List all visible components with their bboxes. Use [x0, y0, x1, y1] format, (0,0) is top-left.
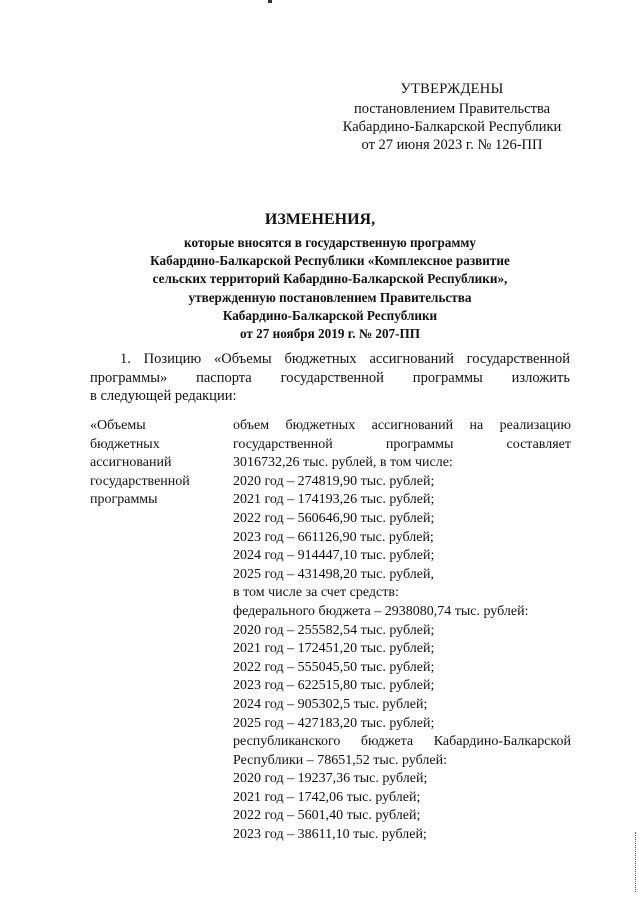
- value-line: в том числе за счет средств:: [233, 585, 399, 601]
- table-label-column: [90, 417, 220, 510]
- document-title: ИЗМЕНЕНИЯ,: [264, 211, 376, 228]
- label-line: государственной: [90, 473, 190, 489]
- value-line: 2020 год – 274819,90 тыс. рублей;: [233, 473, 435, 489]
- value-line: 2025 год – 427183,20 тыс. рублей;: [233, 715, 435, 731]
- subtitle-line: сельских территорий Кабардино-Балкарской Республики»,: [152, 271, 508, 287]
- value-line: 2025 год – 431498,20 тыс. рублей,: [233, 566, 434, 582]
- scan-mark-edge: [635, 832, 638, 892]
- approval-line: от 27 июня 2023 г. № 126-ПП: [361, 137, 543, 153]
- table-value-column: [233, 417, 571, 845]
- subtitle-line: утвержденную постановлением Правительства: [188, 289, 472, 305]
- subtitle-line: которые вносятся в государственную программу: [184, 235, 476, 250]
- label-line: «Объемы: [90, 418, 146, 433]
- body-paragraph: [90, 350, 570, 406]
- value-line: 2021 год – 1742,06 тыс. рублей;: [233, 789, 421, 805]
- approval-stamp: УТВЕРЖДЕНЫ: [400, 81, 504, 97]
- value-line: федерального бюджета – 2938080,74 тыс. рублей:: [233, 603, 529, 619]
- paragraph-line: 1. Позицию «Объемы бюджетных ассигнований государственной: [120, 351, 570, 367]
- value-line: объем бюджетных ассигнований на реализацию: [233, 418, 571, 433]
- document-subtitle: [95, 234, 565, 343]
- subtitle-line: Кабардино-Балкарской Республики: [222, 307, 438, 323]
- value-line: 2023 год – 661126,90 тыс. рублей;: [233, 529, 434, 545]
- value-line: 2021 год – 172451,20 тыс. рублей;: [233, 641, 435, 657]
- approval-line: Кабардино-Балкарской Республики: [342, 119, 562, 135]
- scan-mark-top: [268, 0, 272, 3]
- value-line: 2023 год – 622515,80 тыс. рублей;: [233, 678, 435, 694]
- paragraph-line: в следующей редакции:: [90, 388, 237, 404]
- value-line: 2023 год – 38611,10 тыс. рублей;: [233, 827, 427, 843]
- value-line: республиканского бюджета Кабардино-Балкарской: [233, 734, 571, 750]
- subtitle-line: от 27 ноября 2019 г. № 207-ПП: [239, 326, 421, 342]
- approval-block: [322, 80, 582, 154]
- value-line: 2020 год – 19237,36 тыс. рублей;: [233, 771, 428, 787]
- value-line: 2021 год – 174193,26 тыс. рублей;: [233, 492, 435, 508]
- label-line: программы: [90, 492, 158, 508]
- value-line: 3016732,26 тыс. рублей, в том числе:: [233, 455, 453, 471]
- value-line: государственной программы составляет: [233, 436, 571, 452]
- value-line: 2024 год – 905302,5 тыс. рублей;: [233, 696, 428, 712]
- paragraph-line: программы» паспорта государственной программы изложить: [90, 369, 570, 386]
- value-line: Республики – 78651,52 тыс. рублей:: [233, 752, 447, 768]
- value-line: 2022 год – 555045,50 тыс. рублей;: [233, 659, 435, 675]
- value-line: 2020 год – 255582,54 тыс. рублей;: [233, 622, 435, 638]
- value-line: 2022 год – 560646,90 тыс. рублей;: [233, 510, 435, 526]
- label-line: ассигнований: [90, 455, 172, 471]
- label-line: бюджетных: [90, 436, 160, 452]
- subtitle-line: Кабардино-Балкарской Республики «Комплексное развитие: [150, 253, 510, 269]
- value-line: 2024 год – 914447,10 тыс. рублей;: [233, 548, 435, 564]
- value-line: 2022 год – 5601,40 тыс. рублей;: [233, 808, 421, 824]
- approval-line: постановлением Правительства: [353, 101, 551, 117]
